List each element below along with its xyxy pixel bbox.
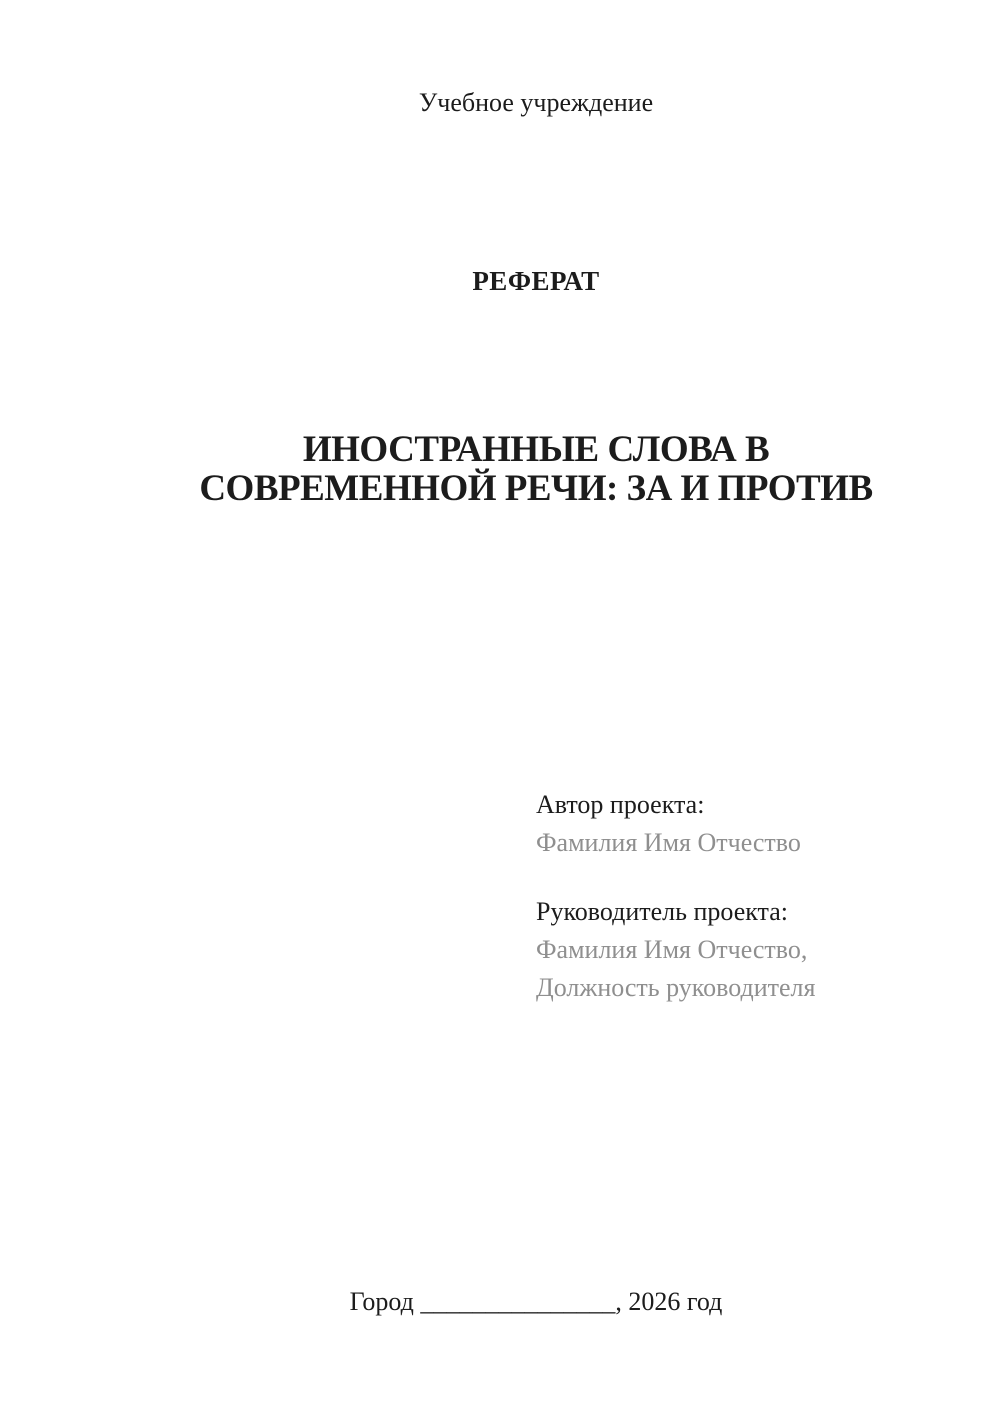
report-title-line1: ИНОСТРАННЫЕ СЛОВА В bbox=[302, 429, 770, 470]
report-title-line2: СОВРЕМЕННОЙ РЕЧИ: ЗА И ПРОТИВ bbox=[199, 468, 873, 509]
report-title bbox=[143, 430, 929, 508]
author-name-placeholder: Фамилия Имя Отчество bbox=[536, 828, 801, 857]
supervisor-position-placeholder: Должность руководителя bbox=[536, 973, 816, 1002]
document-type-heading: РЕФЕРАТ bbox=[472, 266, 600, 296]
author-section bbox=[536, 786, 801, 862]
city-year-line: Город _______________, 2026 год bbox=[349, 1287, 723, 1316]
supervisor-label: Руководитель проекта: bbox=[536, 897, 789, 926]
supervisor-section bbox=[536, 893, 815, 1007]
supervisor-name-placeholder: Фамилия Имя Отчество, bbox=[536, 935, 808, 964]
author-label: Автор проекта: bbox=[536, 790, 705, 819]
institution-name: Учебное учреждение bbox=[418, 88, 654, 117]
